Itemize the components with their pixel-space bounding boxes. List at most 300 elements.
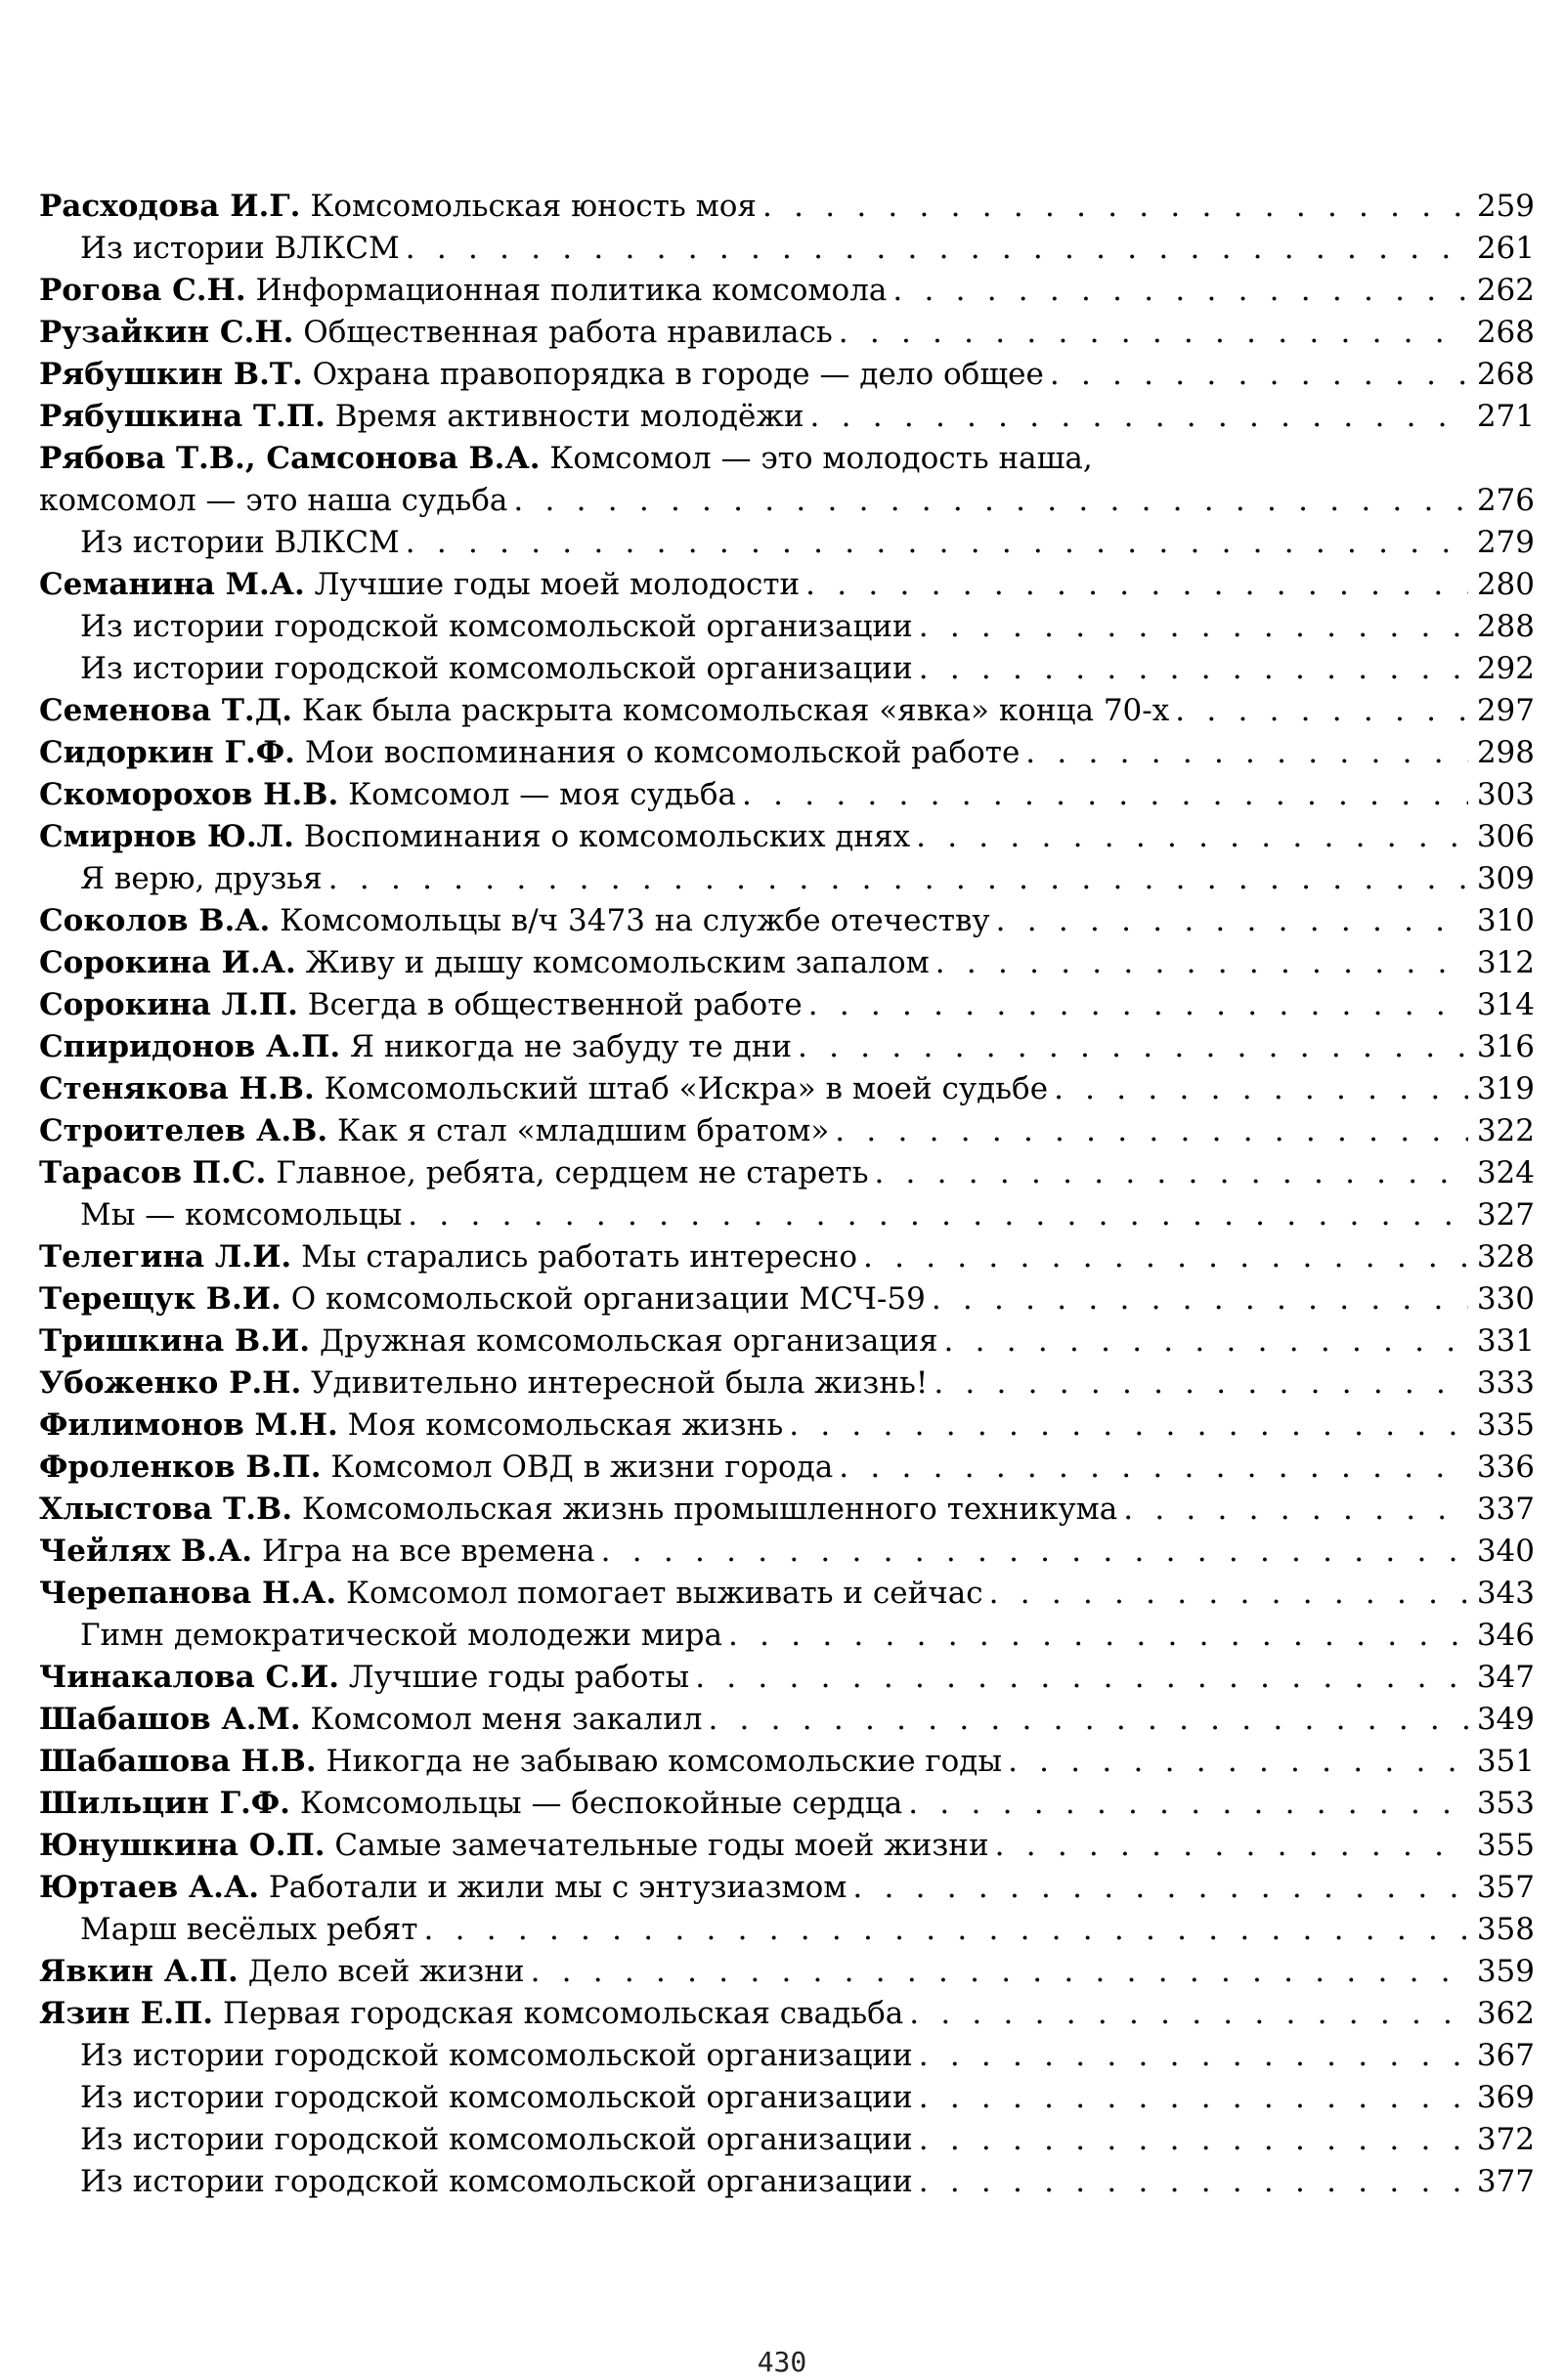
dot-leader xyxy=(932,1278,1468,1320)
entry-author: Рогова С.Н. xyxy=(39,273,246,308)
entry-author: Хлыстова Т.В. xyxy=(39,1492,293,1527)
entry-page-number: 353 xyxy=(1476,1786,1535,1821)
dot-leader xyxy=(531,1951,1468,1993)
entry-row xyxy=(39,396,1535,438)
entry-row xyxy=(39,1531,1535,1573)
entry-author: Шабашов А.М. xyxy=(39,1702,301,1737)
entry-row xyxy=(39,942,1535,984)
entry-title: Самые замечательные годы моей жизни xyxy=(334,1828,989,1863)
entry-row xyxy=(39,1405,1535,1447)
dot-leader xyxy=(892,270,1468,312)
entry-page-number: 306 xyxy=(1476,819,1535,854)
entry-row xyxy=(39,1951,1535,1993)
entry-text xyxy=(80,2077,913,2119)
entry-page-number: 357 xyxy=(1476,1870,1535,1905)
dot-leader xyxy=(762,186,1468,228)
entry-text xyxy=(39,1531,595,1573)
entry-page-number: 276 xyxy=(1476,483,1535,518)
entry-text xyxy=(39,1405,783,1447)
toc-subentry xyxy=(39,858,1535,900)
entry-text xyxy=(39,1741,1002,1783)
entry-title: Комсомол — это молодость наша, xyxy=(549,441,1093,476)
entry-title: Марш весёлых ребят xyxy=(80,1912,418,1947)
entry-author: Смирнов Ю.Л. xyxy=(39,819,294,854)
entry-page-number: 333 xyxy=(1476,1365,1535,1401)
entry-title: Комсомол ОВД в жизни города xyxy=(330,1450,834,1485)
toc-entry xyxy=(39,1278,1535,1320)
entry-title: Из истории городской комсомольской организации xyxy=(80,2080,913,2115)
dot-leader xyxy=(1054,1068,1468,1110)
entry-text xyxy=(80,2035,913,2077)
entry-row xyxy=(39,1278,1535,1320)
entry-page-number: 309 xyxy=(1476,861,1535,896)
entry-title: Из истории городской комсомольской организации xyxy=(80,2164,913,2199)
entry-row xyxy=(39,354,1535,396)
dot-leader xyxy=(944,1320,1468,1363)
entry-text xyxy=(39,1993,903,2035)
dot-leader xyxy=(835,1110,1468,1152)
dot-leader xyxy=(1025,732,1468,774)
entry-page-number: 351 xyxy=(1476,1744,1535,1779)
toc-subentry xyxy=(39,2077,1535,2119)
entry-text xyxy=(39,1152,868,1194)
toc-entry xyxy=(39,1531,1535,1573)
entry-title: Время активности молодёжи xyxy=(334,399,804,434)
toc-entry xyxy=(39,1152,1535,1194)
entry-author: Филимонов М.Н. xyxy=(39,1407,338,1443)
toc-entry xyxy=(39,1783,1535,1825)
dot-leader xyxy=(424,1909,1468,1951)
entry-author: Строителев А.В. xyxy=(39,1113,328,1148)
entry-title: Информационная политика комсомола xyxy=(255,273,888,308)
entry-row xyxy=(39,1320,1535,1363)
toc-entry xyxy=(39,1825,1535,1867)
toc-subentry xyxy=(39,2161,1535,2203)
entry-title: Лучшие годы моей молодости xyxy=(314,567,801,602)
entry-page-number: 288 xyxy=(1476,609,1535,644)
entry-text xyxy=(80,2161,913,2203)
toc-entry xyxy=(39,1236,1535,1278)
entry-page-number: 268 xyxy=(1476,357,1535,392)
entry-author: Тришкина В.И. xyxy=(39,1323,311,1359)
entry-row xyxy=(39,312,1535,354)
entry-page-number: 314 xyxy=(1476,987,1535,1022)
entry-page-number: 268 xyxy=(1476,315,1535,350)
entry-page-number: 292 xyxy=(1476,651,1535,686)
toc-subentry xyxy=(39,606,1535,648)
entry-title: Живу и дышу комсомольским запалом xyxy=(305,945,930,980)
entry-text xyxy=(39,984,803,1026)
entry-row xyxy=(39,1741,1535,1783)
entry-row xyxy=(39,1825,1535,1867)
toc-entry xyxy=(39,690,1535,732)
dot-leader xyxy=(708,1699,1468,1741)
dot-leader xyxy=(919,2119,1468,2161)
entry-row xyxy=(39,2161,1535,2203)
entry-text xyxy=(39,1489,1117,1531)
entry-row xyxy=(39,732,1535,774)
entry-text xyxy=(39,1320,938,1363)
entry-page-number: 297 xyxy=(1476,693,1535,728)
entry-page-number: 343 xyxy=(1476,1576,1535,1611)
entry-author: Семанина М.А. xyxy=(39,567,305,602)
toc-entry xyxy=(39,1489,1535,1531)
toc-subentry xyxy=(39,1615,1535,1657)
entry-row xyxy=(39,816,1535,858)
entry-title: Гимн демократической молодежи мира xyxy=(80,1618,722,1653)
entry-author: Рябушкин В.Т. xyxy=(39,357,303,392)
entry-text xyxy=(39,1447,833,1489)
entry-page-number: 330 xyxy=(1476,1281,1535,1317)
entry-text xyxy=(39,690,1169,732)
entry-author: Расходова И.Г. xyxy=(39,189,301,224)
toc-entry xyxy=(39,1447,1535,1489)
entry-title: Как была раскрыта комсомольская «явка» конца 70-х xyxy=(301,693,1170,728)
entry-title: Комсомольский штаб «Искра» в моей судьбе xyxy=(324,1071,1049,1106)
dot-leader xyxy=(513,480,1468,522)
entry-author: Телегина Л.И. xyxy=(39,1239,292,1275)
entry-author: Соколов В.А. xyxy=(39,903,271,938)
entry-row xyxy=(39,1993,1535,2035)
entry-text xyxy=(39,1825,989,1867)
entry-page-number: 322 xyxy=(1476,1113,1535,1148)
dot-leader xyxy=(839,1447,1468,1489)
toc-entry xyxy=(39,984,1535,1026)
entry-row xyxy=(39,774,1535,816)
dot-leader xyxy=(408,1194,1468,1236)
entry-text xyxy=(39,270,887,312)
dot-leader xyxy=(1050,354,1468,396)
toc-entry xyxy=(39,1110,1535,1152)
entry-text xyxy=(39,1026,792,1068)
entry-row xyxy=(39,690,1535,732)
toc-subentry xyxy=(39,2119,1535,2161)
dot-leader xyxy=(919,648,1468,690)
entry-page-number: 331 xyxy=(1476,1323,1535,1359)
entry-text xyxy=(39,186,757,228)
entry-title: Комсомол — моя судьба xyxy=(348,777,736,812)
dot-leader xyxy=(798,1026,1468,1068)
dot-leader xyxy=(1123,1489,1468,1531)
dot-leader xyxy=(908,1783,1468,1825)
entry-text xyxy=(39,1278,926,1320)
entry-text xyxy=(39,1068,1048,1110)
entry-text xyxy=(39,1951,525,1993)
entry-row xyxy=(39,480,1535,522)
entry-author: Сорокина Л.П. xyxy=(39,987,298,1022)
entry-author: Скоморохов Н.В. xyxy=(39,777,339,812)
dot-leader xyxy=(919,2161,1468,2203)
entry-title: Я верю, друзья xyxy=(80,861,323,896)
entry-text xyxy=(80,2119,913,2161)
entry-page-number: 262 xyxy=(1476,273,1535,308)
toc-entry xyxy=(39,1951,1535,1993)
dot-leader xyxy=(810,396,1468,438)
toc-entry xyxy=(39,354,1535,396)
entry-title: Работали и жили мы с энтузиазмом xyxy=(268,1870,847,1905)
toc-entry xyxy=(39,1068,1535,1110)
entry-author: Убоженко Р.Н. xyxy=(39,1365,302,1401)
entry-page-number: 261 xyxy=(1476,231,1535,266)
entry-text xyxy=(39,312,833,354)
entry-row xyxy=(39,1236,1535,1278)
entry-title: Удивительно интересной была жизнь! xyxy=(311,1365,929,1401)
dot-leader xyxy=(919,606,1468,648)
dot-leader xyxy=(728,1615,1468,1657)
entry-author: Юртаев А.А. xyxy=(39,1870,260,1905)
dot-leader xyxy=(874,1152,1468,1194)
dot-leader xyxy=(406,228,1468,270)
entry-title: Комсомол помогает выживать и сейчас xyxy=(345,1576,983,1611)
toc-subentry xyxy=(39,1194,1535,1236)
entry-author: Терещук В.И. xyxy=(39,1281,282,1317)
entry-title: Общественная работа нравилась xyxy=(303,315,833,350)
toc-entry xyxy=(39,1573,1535,1615)
entry-row xyxy=(39,2035,1535,2077)
dot-leader xyxy=(1008,1741,1468,1783)
entry-title: Комсомольская юность моя xyxy=(310,189,757,224)
entry-text xyxy=(39,480,507,522)
toc-subentry xyxy=(39,2035,1535,2077)
dot-leader xyxy=(808,984,1468,1026)
entry-row xyxy=(39,564,1535,606)
toc-entry xyxy=(39,1320,1535,1363)
entry-text xyxy=(39,354,1044,396)
toc-entry xyxy=(39,396,1535,438)
entry-text xyxy=(39,1867,847,1909)
entry-text xyxy=(80,858,323,900)
dot-leader xyxy=(916,816,1468,858)
entry-text xyxy=(39,900,990,942)
entry-row xyxy=(39,1110,1535,1152)
entry-title: Комсомольцы — беспокойные сердца xyxy=(299,1786,903,1821)
toc-subentry xyxy=(39,228,1535,270)
entry-text xyxy=(80,1615,722,1657)
entry-text xyxy=(80,522,400,564)
entry-title: Никогда не забываю комсомольские годы xyxy=(326,1744,1003,1779)
entry-title: Главное, ребята, сердцем не стареть xyxy=(276,1155,869,1190)
toc-entry xyxy=(39,816,1535,858)
entry-title: Дело всей жизни xyxy=(247,1954,525,1989)
entry-author: Явкин А.П. xyxy=(39,1954,239,1989)
dot-leader xyxy=(789,1405,1468,1447)
dot-leader xyxy=(601,1531,1468,1573)
toc-entry xyxy=(39,1741,1535,1783)
dot-leader xyxy=(996,900,1468,942)
entry-row xyxy=(39,228,1535,270)
entry-author: Стенякова Н.В. xyxy=(39,1071,315,1106)
entry-text xyxy=(80,1194,402,1236)
entry-text xyxy=(39,396,804,438)
entry-page-number: 359 xyxy=(1476,1954,1535,1989)
entry-row xyxy=(39,1026,1535,1068)
entry-page-number: 355 xyxy=(1476,1828,1535,1863)
entry-page-number: 346 xyxy=(1476,1618,1535,1653)
entry-page-number: 316 xyxy=(1476,1029,1535,1064)
entry-author: Сорокина И.А. xyxy=(39,945,296,980)
entry-page-number: 319 xyxy=(1476,1071,1535,1106)
entry-author: Рябушкина Т.П. xyxy=(39,399,326,434)
entry-row xyxy=(39,858,1535,900)
entry-page-number: 372 xyxy=(1476,2122,1535,2157)
entry-title: Всегда в общественной работе xyxy=(307,987,803,1022)
entry-row xyxy=(39,2077,1535,2119)
entry-row xyxy=(39,186,1535,228)
dot-leader xyxy=(852,1867,1468,1909)
dot-leader xyxy=(863,1236,1468,1278)
toc-subentry xyxy=(39,1909,1535,1951)
entry-author: Рузайкин С.Н. xyxy=(39,315,294,350)
entry-author: Семенова Т.Д. xyxy=(39,693,293,728)
entry-page-number: 337 xyxy=(1476,1492,1535,1527)
entry-row xyxy=(39,522,1535,564)
toc-entry xyxy=(39,1405,1535,1447)
entry-row xyxy=(39,1152,1535,1194)
entry-page-number: 259 xyxy=(1476,189,1535,224)
dot-leader xyxy=(989,1573,1468,1615)
dot-leader xyxy=(1175,690,1468,732)
entry-author: Фроленков В.П. xyxy=(39,1450,322,1485)
toc-entry xyxy=(39,732,1535,774)
entry-title: Как я стал «младшим братом» xyxy=(336,1113,830,1148)
toc-entry xyxy=(39,1699,1535,1741)
entry-author: Сидоркин Г.Ф. xyxy=(39,735,295,770)
toc-entry xyxy=(39,438,1535,522)
entry-text xyxy=(39,774,736,816)
entry-title: Охрана правопорядка в городе — дело общее xyxy=(312,357,1044,392)
entry-title: Первая городская комсомольская свадьба xyxy=(222,1996,904,2031)
entry-row xyxy=(39,2119,1535,2161)
entry-author: Юнушкина О.П. xyxy=(39,1828,326,1863)
entry-title: Дружная комсомольская организация xyxy=(319,1323,938,1359)
toc-entry xyxy=(39,1657,1535,1699)
entry-page-number: 280 xyxy=(1476,567,1535,602)
entry-text xyxy=(39,732,1020,774)
entry-row xyxy=(39,984,1535,1026)
entry-row xyxy=(39,1447,1535,1489)
entry-title: Комсомольцы в/ч 3473 на службе отечеству xyxy=(280,903,990,938)
dot-leader xyxy=(995,1825,1468,1867)
entry-page-number: 271 xyxy=(1476,399,1535,434)
entry-page-number: 328 xyxy=(1476,1239,1535,1275)
page-number: 430 xyxy=(757,2346,807,2378)
entry-author: Шабашова Н.В. xyxy=(39,1744,317,1779)
entry-text xyxy=(39,1699,702,1741)
entry-title: комсомол — это наша судьба xyxy=(39,483,508,518)
entry-text xyxy=(39,942,930,984)
toc-subentry xyxy=(39,522,1535,564)
entry-row xyxy=(39,1068,1535,1110)
entry-author: Рябова Т.В., Самсонова В.А. xyxy=(39,441,541,476)
entry-page-number: 279 xyxy=(1476,525,1535,560)
toc-entry xyxy=(39,774,1535,816)
entry-title: Комсомольская жизнь промышленного техникума xyxy=(301,1492,1118,1527)
entry-row xyxy=(39,1909,1535,1951)
entry-title: Мы старались работать интересно xyxy=(301,1239,857,1275)
entry-title: Из истории городской комсомольской организации xyxy=(80,2122,913,2157)
entry-text xyxy=(39,1363,928,1405)
toc-entry xyxy=(39,1867,1535,1909)
toc-entry xyxy=(39,1363,1535,1405)
entry-row xyxy=(39,648,1535,690)
entry-page-number: 303 xyxy=(1476,777,1535,812)
entry-page-number: 324 xyxy=(1476,1155,1535,1190)
dot-leader xyxy=(935,942,1468,984)
entry-row xyxy=(39,606,1535,648)
dot-leader xyxy=(328,858,1468,900)
entry-author: Чейлях В.А. xyxy=(39,1534,253,1569)
toc-entry xyxy=(39,900,1535,942)
entry-title: Из истории городской комсомольской организации xyxy=(80,609,913,644)
entry-row xyxy=(39,900,1535,942)
entry-title: Из истории городской комсомольской организации xyxy=(80,651,913,686)
entry-text xyxy=(80,606,913,648)
entry-first-line xyxy=(39,438,1535,480)
entry-page-number: 347 xyxy=(1476,1660,1535,1695)
entry-title: Мои воспоминания о комсомольской работе xyxy=(304,735,1021,770)
entry-title: Я никогда не забуду те дни xyxy=(350,1029,793,1064)
dot-leader xyxy=(695,1657,1468,1699)
entry-page-number: 336 xyxy=(1476,1450,1535,1485)
entry-page-number: 340 xyxy=(1476,1534,1535,1569)
entry-author: Тарасов П.С. xyxy=(39,1155,267,1190)
entry-text xyxy=(39,1573,983,1615)
entry-text xyxy=(39,1110,829,1152)
entry-row xyxy=(39,1699,1535,1741)
entry-text xyxy=(80,1909,418,1951)
entry-page-number: 312 xyxy=(1476,945,1535,980)
dot-leader xyxy=(909,1993,1468,2035)
dot-leader xyxy=(805,564,1468,606)
entry-title: Комсомол меня закалил xyxy=(310,1702,703,1737)
entry-page-number: 310 xyxy=(1476,903,1535,938)
entry-title: Из истории ВЛКСМ xyxy=(80,525,400,560)
entry-text xyxy=(39,816,910,858)
entry-text xyxy=(39,1657,689,1699)
entry-text xyxy=(80,228,400,270)
dot-leader xyxy=(934,1363,1468,1405)
dot-leader xyxy=(742,774,1468,816)
entry-row xyxy=(39,1867,1535,1909)
entry-page-number: 369 xyxy=(1476,2080,1535,2115)
toc-entry xyxy=(39,564,1535,606)
entry-title: Игра на все времена xyxy=(261,1534,595,1569)
toc-entry xyxy=(39,1026,1535,1068)
entry-title: Моя комсомольская жизнь xyxy=(347,1407,784,1443)
entry-title: О комсомольской организации МСЧ-59 xyxy=(290,1281,926,1317)
entry-row xyxy=(39,1194,1535,1236)
dot-leader xyxy=(839,312,1468,354)
toc-entry xyxy=(39,312,1535,354)
entry-title: Лучшие годы работы xyxy=(348,1660,690,1695)
entry-author: Язин Е.П. xyxy=(39,1996,214,2031)
entry-text xyxy=(80,648,913,690)
entry-row xyxy=(39,1615,1535,1657)
toc-entry xyxy=(39,186,1535,228)
entry-page-number: 362 xyxy=(1476,1996,1535,2031)
entry-title: Мы — комсомольцы xyxy=(80,1197,403,1233)
entry-page-number: 377 xyxy=(1476,2164,1535,2199)
entry-title: Из истории ВЛКСМ xyxy=(80,231,400,266)
entry-author: Шильцин Г.Ф. xyxy=(39,1786,290,1821)
entry-row xyxy=(39,1573,1535,1615)
toc-subentry xyxy=(39,648,1535,690)
entry-title: Воспоминания о комсомольских днях xyxy=(303,819,911,854)
entry-row xyxy=(39,1783,1535,1825)
dot-leader xyxy=(919,2077,1468,2119)
entry-author: Чинакалова С.И. xyxy=(39,1660,340,1695)
entry-row xyxy=(39,1489,1535,1531)
